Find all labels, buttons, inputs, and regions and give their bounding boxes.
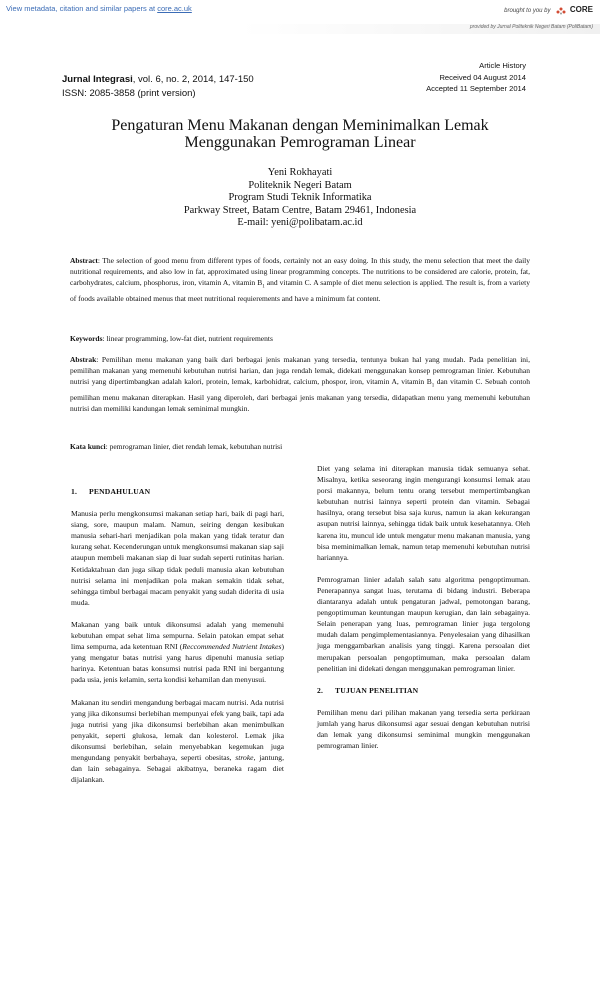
keywords-en bbox=[70, 333, 530, 344]
keywords-label: Keywords bbox=[70, 334, 103, 343]
abstract-text-b: and vitamin C. A sample of diet menu selection is applied. The result is, from a variety of foods available obtained menus that meet nutritional requierements and have a minimum fat content. bbox=[70, 278, 530, 303]
abstract-en bbox=[70, 255, 530, 304]
core-domain-link[interactable]: core.ac.uk bbox=[157, 4, 192, 13]
keywords-text: : linear programming, low-fat diet, nutrient requirements bbox=[102, 334, 273, 343]
journal-issn: ISSN: 2085-3858 (print version) bbox=[62, 88, 196, 99]
metadata-link[interactable] bbox=[6, 4, 192, 13]
article-history bbox=[400, 60, 526, 95]
intro-p3-a: Makanan itu sendiri mengandung berbagai macam nutrisi. Ada nutrisi yang jika dikonsumsi berlebihan mempunyai efek yang baik, tapi ada juga nutrisi yang jika dikonsumsi berlebihan akan menimbulkan penyakit, seperti glukosa, lemak dan kolesterol. Lemak jika dikonsumsi berlebihan, selain menyebabkan kegemukan juga mengundang penyakit berbahaya, seperti obesitas, bbox=[71, 697, 284, 762]
section-2-heading bbox=[317, 685, 530, 696]
journal-citation bbox=[62, 73, 254, 87]
journal-details: , vol. 6, no. 2, 2014, 147-150 bbox=[132, 74, 254, 85]
intro-p2-b: ) yang mengatur batas nutrisi yang harus dipenuhi manusia setiap harinya. Ketentuan batas konsumsi nutrisi pada RNI ini bergantung pada usia, jenis kelamin, serta kondisi kehamilan dan menyusui. bbox=[71, 642, 285, 685]
section-1-heading bbox=[71, 486, 284, 497]
intro-p2-em: Reccommended Nutrient Intakes bbox=[182, 642, 282, 652]
abstrak-text-b: dan vitamin C. Sebuah contoh pemilihan menu makanan diterapkan. Hasil yang diperoleh, dari berbagai jenis makanan yang tersedia, didapatkan menu yang memenuhi kebutuhan nutrisi dan memiliki kandungan lemak seminimal mungkin. bbox=[70, 377, 530, 413]
history-label: Article History bbox=[479, 61, 526, 70]
katakunci-label: Kata kunci bbox=[70, 442, 106, 451]
abstrak-label: Abstrak bbox=[70, 355, 97, 364]
intro-paragraph-5: Pemrograman linier adalah salah satu algoritma pengoptimuman. Penerapannya sangat luas, terutama di bidang industri. Beberapa diantaranya adalah untuk pengaturan jadwal, pemotongan barang, pengoptimuman keuntungan maupun kerugian, dan lain sebagainya. Selain penerapan yang luas, pemrograman linier juga tergolong mudah dalam pengimplementasiannya. Penyelesaian yang dihasilkan juga menggambarkan analisis yang tinggi. Karena persoalan diet merupakan persoalan pengoptimuman, maka persoalan dalam penelitian ini didekati dengan menggunakan pemrograman linier. bbox=[317, 574, 530, 673]
author-email: E-mail: yeni@polibatam.ac.id bbox=[237, 217, 363, 229]
journal-name: Jurnal Integrasi bbox=[62, 74, 133, 85]
intro-p3-b: , jantung, dan lain sebagainya. Sebagai akibatnya, beraneka ragam diet dijalankan. bbox=[71, 752, 284, 785]
core-logo-icon bbox=[554, 5, 568, 15]
metadata-link-text[interactable]: View metadata, citation and similar papers at bbox=[6, 4, 158, 13]
abstrak-sub: 1 bbox=[431, 383, 435, 389]
abstract-label: Abstract bbox=[70, 256, 98, 265]
author-program: Program Studi Teknik Informatika bbox=[228, 192, 372, 204]
author-name: Yeni Rokhayati bbox=[267, 167, 333, 178]
journal-info bbox=[62, 73, 254, 101]
abstract-sub: 1 bbox=[262, 284, 265, 290]
section-2-title: TUJUAN PENELITIAN bbox=[335, 685, 419, 695]
section-1-number: 1. bbox=[71, 487, 78, 496]
intro-p2-a: Makanan yang baik untuk dikonsumsi adalah yang memenuhi kebutuhan empat sehat lima sempurna. Selain patokan empat sehat lima sempurna, ada ketentuan RNI ( bbox=[71, 619, 284, 652]
brought-by-text: brought to you by bbox=[504, 8, 551, 14]
paper-title bbox=[40, 117, 560, 151]
abstract-text-a: : The selection of good menu from different types of foods, certainly not an easy doing. In this study, the menu selection that meet the daily nutritional requirements, and also low in fat, approximated using linear programming concepts. The nutritions to be considered are calorie, protein, fat, carbohydrates, calcium, phosphorus, iron, vitamin A, vitamin B bbox=[70, 256, 530, 287]
history-accepted: Accepted 11 September 2014 bbox=[426, 84, 526, 93]
intro-paragraph-1: Manusia perlu mengkonsumsi makanan setiap hari, baik di pagi hari, siang, sore, maupun malam. Namun, seiring dengan kesibukan manusia sehari-hari menjadikan pola makan yang tidak teratur dan kurang sehat. Kecenderungan untuk mengkonsumsi makanan siap saji ataupun membeli makanan siap di luar sudah seperti rutinitas harian. Ketidaktahuan dan juga sikap tidak peduli manusia akan kebutuhan nutrisi selama ini menjadikan pola makan semakin tidak sehat, sehingga timbul berbagai macam penyakit yang sudah diderita di usia muda. bbox=[71, 509, 284, 607]
intro-paragraph-2 bbox=[71, 619, 284, 686]
abstrak-text-a: : Pemilihan menu makanan yang baik dari berbagai jenis makanan yang tersedia, tentunya bukan hal yang mudah. Pada penelitian ini, pemilihan makanan yang memenuhi kebutuhan nutrisi harian, dan juga rendah lemak, didekati menggunakan konsep pemrograman linier. Kebutuhan nutrisi yang dipertimbangkan adalah kalori, protein, lemak, karbohidrat, calcium, phospor, iron, vitamin A, vitamin B bbox=[70, 355, 530, 386]
katakunci-text: : pemrograman linier, diet rendah lemak, kebutuhan nutrisi bbox=[105, 442, 283, 451]
section-1-title: PENDAHULUAN bbox=[89, 487, 151, 496]
title-line-2: Menggunakan Pemrograman Linear bbox=[184, 134, 416, 151]
keywords-id bbox=[70, 441, 530, 452]
author-address: Parkway Street, Batam Centre, Batam 29461, Indonesia bbox=[183, 204, 417, 216]
author-block bbox=[40, 167, 560, 230]
intro-paragraph-4: Diet yang selama ini diterapkan manusia tidak semuanya sehat. Misalnya, ketika seseorang ingin mengurangi konsumsi lemak atau porsi makannya, belum tentu orang tersebut mempertimbangkan kebutuhan nutrisi lainnya seperti protein dan vitamin. Sebagai hasilnya, orang tersebut bisa saja kurus, namun ia akan kekurangan asupan nutrisi lainnya, sehingga tidak baik untuk kesehatannya. Oleh karena itu, muncul ide untuk mengatur menu makanan manusia, yang bisa meminimalkan lemak, namun tetap memenuhi kebutuhan nutrisi hariannya. bbox=[317, 464, 530, 562]
core-brand[interactable]: CORE bbox=[569, 5, 593, 14]
abstract-id bbox=[70, 354, 530, 414]
objective-paragraph: Pemilihan menu dari pilihan makanan yang tersedia serta perkiraan jumlah yang harus dikonsumsi agar sesuai dengan kebutuhan nutrisi dan lemak yang dikonsumsi seminimal mungkin menggunakan pemrograman linier. bbox=[317, 707, 530, 751]
provided-by[interactable]: provided by Jurnal Politeknik Negeri Batam (PoliBatam) bbox=[469, 24, 593, 30]
brought-by[interactable] bbox=[504, 5, 593, 15]
right-column bbox=[317, 463, 530, 762]
title-line-1: Pengaturan Menu Makanan dengan Meminimalkan Lemak bbox=[111, 117, 489, 134]
intro-paragraph-3 bbox=[71, 697, 284, 786]
author-institution: Politeknik Negeri Batam bbox=[248, 179, 352, 191]
section-2-number: 2. bbox=[317, 685, 324, 695]
history-received: Received 04 August 2014 bbox=[439, 72, 526, 82]
left-column bbox=[71, 486, 284, 796]
intro-p3-em: stroke bbox=[235, 752, 254, 762]
